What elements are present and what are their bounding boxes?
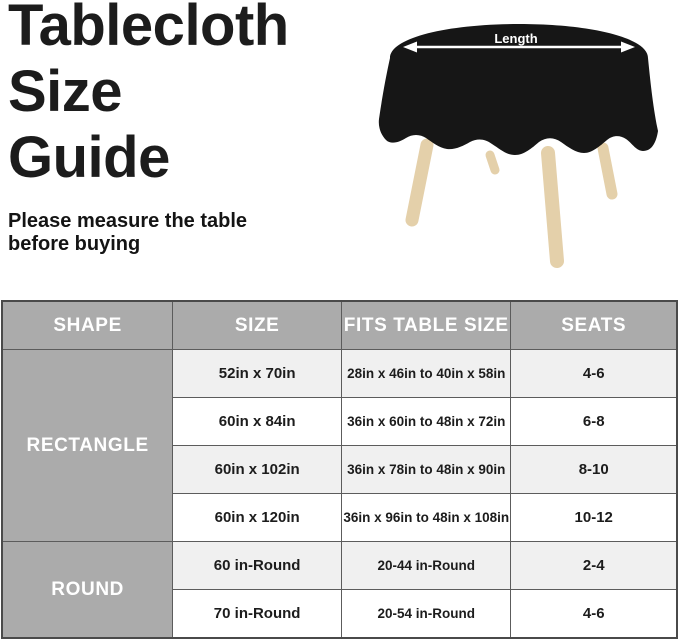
- size-cell: 60in x 102in: [173, 446, 342, 494]
- table-row: [2, 350, 677, 398]
- column-header-fits-table-size: FITS TABLE SIZE: [342, 301, 511, 350]
- fits-cell: 36in x 96in to 48in x 108in: [342, 494, 511, 542]
- fits-cell: 20-44 in-Round: [342, 542, 511, 590]
- size-cell: 52in x 70in: [173, 350, 342, 398]
- table-illustration: [340, 0, 679, 300]
- length-label: Length: [494, 31, 538, 46]
- table-leg-back-right: [603, 148, 612, 194]
- page-title: [8, 0, 289, 191]
- fits-cell: 28in x 46in to 40in x 58in: [342, 350, 511, 398]
- table-leg-back-center: [490, 155, 495, 170]
- seats-cell: 6-8: [511, 398, 677, 446]
- table-row: [2, 542, 677, 590]
- size-cell: 60in x 120in: [173, 494, 342, 542]
- fits-cell: 20-54 in-Round: [342, 590, 511, 639]
- fits-cell: 36in x 60in to 48in x 72in: [342, 398, 511, 446]
- table-leg-front-left: [412, 145, 427, 220]
- shape-cell-rectangle: RECTANGLE: [2, 350, 173, 542]
- size-cell: 60in x 84in: [173, 398, 342, 446]
- size-cell: 70 in-Round: [173, 590, 342, 639]
- page-title-line-2: Size: [8, 59, 123, 124]
- page-title-line-3: Guide: [8, 125, 170, 190]
- seats-cell: 10-12: [511, 494, 677, 542]
- shape-cell-round: ROUND: [2, 542, 173, 639]
- size-chart-table: [1, 300, 678, 639]
- fits-cell: 36in x 78in to 48in x 90in: [342, 446, 511, 494]
- header-row: [2, 301, 677, 350]
- column-header-size: SIZE: [173, 301, 342, 350]
- measure-note-line-2: before buying: [8, 233, 141, 255]
- size-cell: 60 in-Round: [173, 542, 342, 590]
- column-header-shape: SHAPE: [2, 301, 173, 350]
- seats-cell: 4-6: [511, 590, 677, 639]
- seats-cell: 8-10: [511, 446, 677, 494]
- seats-cell: 2-4: [511, 542, 677, 590]
- page-title-line-1: Tablecloth: [8, 0, 289, 58]
- table-leg-front-right: [548, 153, 557, 261]
- seats-cell: 4-6: [511, 350, 677, 398]
- measure-note: [8, 210, 247, 256]
- column-header-seats: SEATS: [511, 301, 677, 350]
- measure-note-line-1: Please measure the table: [8, 210, 248, 232]
